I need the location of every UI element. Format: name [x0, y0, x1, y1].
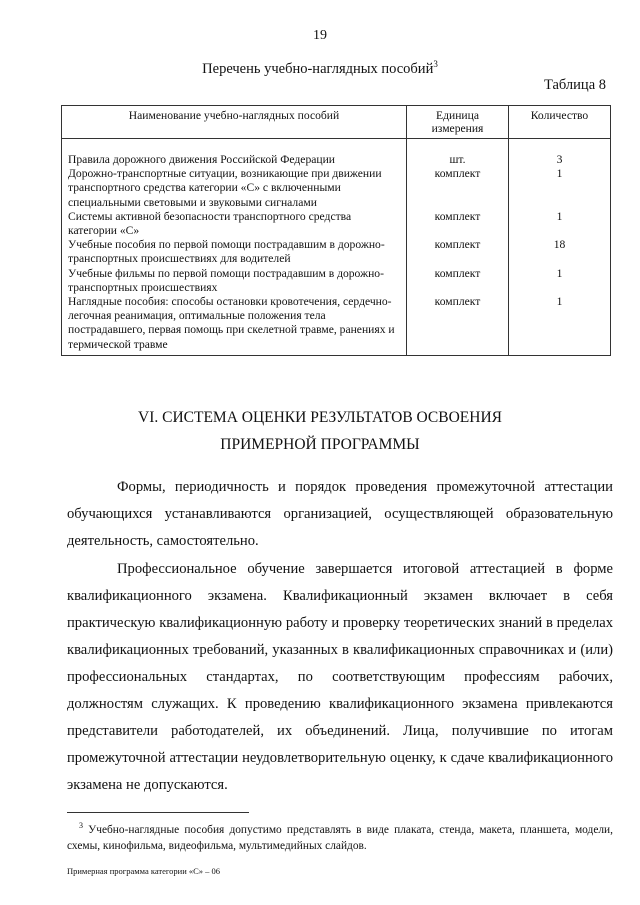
row-quantity: 3 — [509, 153, 611, 167]
footnote-marker: 3 — [79, 821, 83, 830]
row-name: Правила дорожного движения Российской Федерации — [62, 153, 407, 167]
footnote-divider — [67, 812, 249, 813]
row-quantity: 1 — [509, 295, 611, 355]
row-name: Наглядные пособия: способы остановки кровотечения, сердечно-легочная реанимация, оптимальные положения тела пострадавшего, первая помощь при скелетной травме, ранениях и термической травме — [62, 295, 407, 355]
section-title-line1: VI. СИСТЕМА ОЦЕНКИ РЕЗУЛЬТАТОВ ОСВОЕНИЯ — [138, 409, 502, 426]
row-unit: комплект — [407, 167, 509, 210]
table-header-row — [62, 106, 611, 139]
table-row — [62, 153, 611, 167]
header-unit: Единица измерения — [407, 106, 509, 139]
footnote — [67, 818, 613, 854]
list-title-text: Перечень учебно-наглядных пособий — [202, 60, 434, 77]
row-name: Дорожно-транспортные ситуации, возникающие при движении транспортного средства категории «С» с включенными специальными световыми и звуковыми сигналами — [62, 167, 407, 210]
row-unit: комплект — [407, 295, 509, 355]
row-quantity: 1 — [509, 210, 611, 238]
table-spacer — [62, 139, 611, 154]
row-name: Системы активной безопасности транспортного средства категории «С» — [62, 210, 407, 238]
footnote-text: Учебно-наглядные пособия допустимо представлять в виде плаката, стенда, макета, планшета, модели, схемы, кинофильма, видеофильма, мультимедийных слайдов. — [67, 823, 613, 852]
table-row — [62, 238, 611, 266]
table-row — [62, 167, 611, 210]
row-quantity: 1 — [509, 167, 611, 210]
page-number: 19 — [313, 28, 327, 43]
paragraph-final-exam: Профессиональное обучение завершается итоговой аттестацией в форме квалификационного экзамена. Квалификационный экзамен включает в себя практическую квалификационную работу и проверку теоретических знаний в пределах квалификационных требований, указанных в квалификационных справочниках и (или) профессиональных стандартах, по соответствующим профессиям рабочих, должностям служащих. К проведению квалификационного экзамена привлекаются представители работодателей, их объединений. Лица, получившие по итогам промежуточной аттестации неудовлетворительную оценку, к сдаче квалификационного экзамена не допускаются. — [67, 561, 613, 793]
table-row — [62, 295, 611, 355]
table-row — [62, 210, 611, 238]
teaching-aids-table — [61, 105, 611, 356]
page-footer: Примерная программа категории «С» – 06 — [67, 866, 221, 876]
header-quantity: Количество — [509, 106, 611, 139]
row-quantity: 18 — [509, 238, 611, 266]
section-title-line2: ПРИМЕРНОЙ ПРОГРАММЫ — [220, 436, 420, 453]
row-unit: комплект — [407, 238, 509, 266]
list-title — [0, 59, 640, 78]
row-quantity: 1 — [509, 267, 611, 295]
row-name: Учебные фильмы по первой помощи пострадавшим в дорожно-транспортных происшествиях — [62, 267, 407, 295]
table-row — [62, 267, 611, 295]
table-label: Таблица 8 — [543, 77, 606, 93]
paragraph-intermediate-assessment: Формы, периодичность и порядок проведения промежуточной аттестации обучающихся устанавливаются организацией, осуществляющей образовательную деятельность, самостоятельно. — [67, 479, 613, 549]
row-unit: комплект — [407, 210, 509, 238]
header-name: Наименование учебно-наглядных пособий — [62, 106, 407, 139]
row-unit: комплект — [407, 267, 509, 295]
row-name: Учебные пособия по первой помощи пострадавшим в дорожно-транспортных происшествиях для водителей — [62, 238, 407, 266]
row-unit: шт. — [407, 153, 509, 167]
footnote-reference: 3 — [433, 59, 438, 69]
